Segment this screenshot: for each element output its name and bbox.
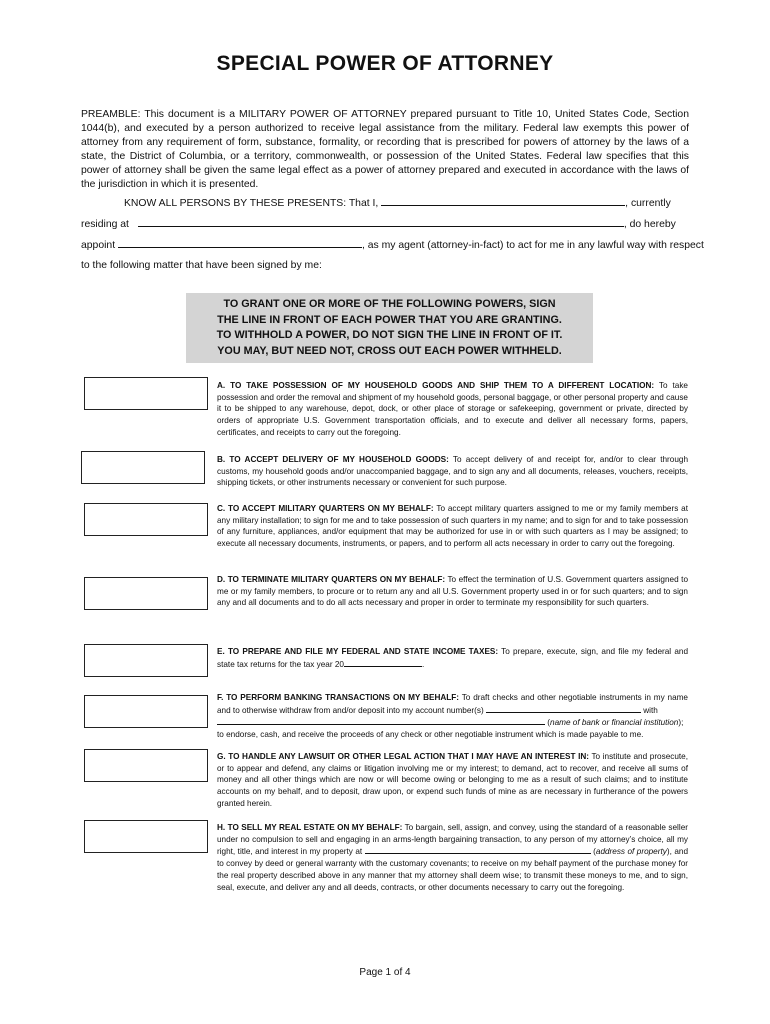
power-e-heading: E. TO PREPARE AND FILE MY FEDERAL AND STATE INCOME TAXES: [217, 647, 499, 656]
power-h-text: To bargain, sell, assign, and convey, using the standard of a reasonable seller under no compulsion to sell and engaging in an arms-length bargaining transaction, to any person of my attorney’s choice, all my right, title, and interest in my property at [217, 823, 688, 857]
initial-box-b[interactable] [81, 451, 205, 484]
bank-name-field[interactable] [217, 716, 545, 725]
banner-line: YOU MAY, BUT NEED NOT, CROSS OUT EACH POWER WITHHELD. [217, 344, 562, 357]
power-g-text: To institute and prosecute, or to appear and defend, any claims or litigation involving me or my interest; to demand, act to recover, and receive all sums of money and all other things which are now or will become owing or belonging to me as a result of such claims; and to institute accounts on my behalf, and to deposit, draw upon, or expend such funds of mine as are necessary in furtherance of the powers granted herein. [217, 752, 688, 808]
power-h [217, 822, 688, 893]
instructions-banner [186, 293, 593, 363]
power-f-bank-open: ( [545, 718, 551, 728]
initial-box-d[interactable] [84, 577, 208, 610]
power-e-text: To prepare, execute, sign, and file my federal and state tax returns for the tax year 20 [217, 647, 689, 669]
initial-box-g[interactable] [84, 749, 208, 782]
power-f-rest: to endorse, cash, and receive the proceeds of any check or other negotiable instrument which is made payable to me. [217, 730, 644, 740]
initial-box-a[interactable] [84, 377, 208, 410]
power-f-bank-label: name of bank or financial institution [550, 718, 679, 728]
power-b-heading: B. TO ACCEPT DELIVERY OF MY HOUSEHOLD GOODS: [217, 455, 449, 464]
initial-box-h[interactable] [84, 820, 208, 853]
power-h-addr-label: address of property [595, 847, 667, 857]
grantor-name-field[interactable] [381, 195, 625, 206]
agent-name-field[interactable] [118, 237, 362, 248]
power-h-heading: H. TO SELL MY REAL ESTATE ON MY BEHALF: [217, 823, 403, 832]
page-number: Page 1 of 4 [359, 967, 411, 978]
know-all-text: KNOW ALL PERSONS BY THESE PRESENTS: That I, [124, 198, 379, 209]
power-c-text: To accept military quarters assigned to me or my family members at any military installation; to sign for me and to take possession of such quarters in my name; and to sign for and to take possession of any furniture, appliances, and/or equipment that may be authorized for use in or with such quarters as I may be assigned; to execute all necessary documents, instruments, or papers, and to perform all acts necessary in order to carry out the foregoing. [217, 504, 688, 549]
power-a-heading: A. TO TAKE POSSESSION OF MY HOUSEHOLD GOODS AND SHIP THEM TO A DIFFERENT LOCATION: [217, 381, 655, 390]
account-number-field[interactable] [486, 704, 641, 713]
initial-box-c[interactable] [84, 503, 208, 536]
residence-field[interactable] [138, 216, 624, 227]
document-title: SPECIAL POWER OF ATTORNEY [216, 52, 554, 75]
power-f [217, 692, 688, 741]
appoint-line [81, 237, 704, 253]
following-matter-text: to the following matter that have been signed by me: [81, 260, 322, 271]
banner-line: THE LINE IN FRONT OF EACH POWER THAT YOU ARE GRANTING. [217, 313, 562, 326]
know-all-line [124, 195, 671, 211]
power-d-heading: D. TO TERMINATE MILITARY QUARTERS ON MY BEHALF: [217, 575, 446, 584]
appoint-text: appoint [81, 240, 116, 251]
banner-line: TO WITHHOLD A POWER, DO NOT SIGN THE LINE IN FRONT OF IT. [216, 329, 563, 341]
power-f-heading: F. TO PERFORM BANKING TRANSACTIONS ON MY BEHALF: [217, 693, 460, 702]
power-h-addr-open: ( [590, 847, 596, 857]
power-d [217, 574, 688, 609]
power-c [217, 503, 688, 550]
initial-box-e[interactable] [84, 644, 208, 677]
power-e-end: . [421, 659, 425, 669]
power-e [217, 646, 688, 670]
residing-at-text: residing at [81, 219, 129, 230]
power-g-heading: G. TO HANDLE ANY LAWSUIT OR OTHER LEGAL ACTION THAT I MAY HAVE AN INTEREST IN: [217, 752, 590, 761]
power-d-text: To effect the termination of U.S. Government quarters assigned to me or my family members, to procure or to return any and all U.S. Government property used in or for such quarters; and to sign any and all documents and to do all acts necessary and proper in order to terminate my responsibility for such quarters. [217, 575, 688, 608]
residing-line [81, 216, 676, 232]
banner-line: TO GRANT ONE OR MORE OF THE FOLLOWING POWERS, SIGN [223, 298, 556, 310]
do-hereby-text: , do hereby [623, 219, 676, 230]
power-b-text: To accept delivery of and receipt for, and/or to clear through customs, my household goods and/or unaccompanied baggage, and to sign any and all documents, releases, vouchers, receipts, shipping tickets, or other instruments necessary or convenient for such purpose. [217, 455, 689, 488]
power-f-text: To draft checks and other negotiable instruments in my name and to otherwise withdraw from and/or deposit into my account number(s) [217, 693, 688, 715]
preamble: PREAMBLE: This document is a MILITARY POWER OF ATTORNEY prepared pursuant to Title 10, United States Code, Section 1044(b), and executed by a person authorized to receive legal assistance from the military. Federal law exempts this power of attorney from any requirement of form, substance, formality, or recording that is prescribed for powers of attorney by the laws of a state, the District of Columbia, or a territory, commonwealth, or possession of the United States. Federal law specifies that this power of attorney shall be given the same legal effect as a power of attorney prepared and executed in accordance with the laws of the jurisdiction in which it is presented. [81, 109, 689, 191]
power-b [217, 454, 688, 489]
power-g [217, 751, 688, 810]
power-f-bank-close: ); [678, 718, 684, 728]
currently-text: , currently [625, 198, 671, 209]
initial-box-f[interactable] [84, 695, 208, 728]
property-address-field[interactable] [365, 845, 591, 854]
power-f-with: with [640, 705, 658, 715]
power-h-addr-close: ), [666, 847, 672, 857]
as-my-agent-text: , as my agent (attorney-in-fact) to act for me in any lawful way with respect [361, 240, 704, 251]
power-a [217, 380, 688, 439]
power-c-heading: C. TO ACCEPT MILITARY QUARTERS ON MY BEHALF: [217, 504, 434, 513]
power-a-text: To take possession and order the removal and shipment of my household goods, personal baggage, or other personal property and cause it to be shipped to any warehouse, depot, dock, or other place of storage or safekeeping, government or private, directed by orders of appropriate U.S. Government transportation officials, and to execute and deliver all necessary forms, papers, certificates, and receipts to carry out the foregoing. [217, 381, 688, 437]
power-h-rest: and to convey by deed or general warranty with the customary covenants; to receive on my behalf payment of the purchase money for the real property described above in any manner that my attorney shall deem wise; to transmit these moneys to me, and to sign, seal, execute, and deliver any and all deeds, contracts, or other documents necessary to carry out the foregoing. [217, 847, 688, 892]
tax-year-field[interactable] [344, 658, 425, 669]
